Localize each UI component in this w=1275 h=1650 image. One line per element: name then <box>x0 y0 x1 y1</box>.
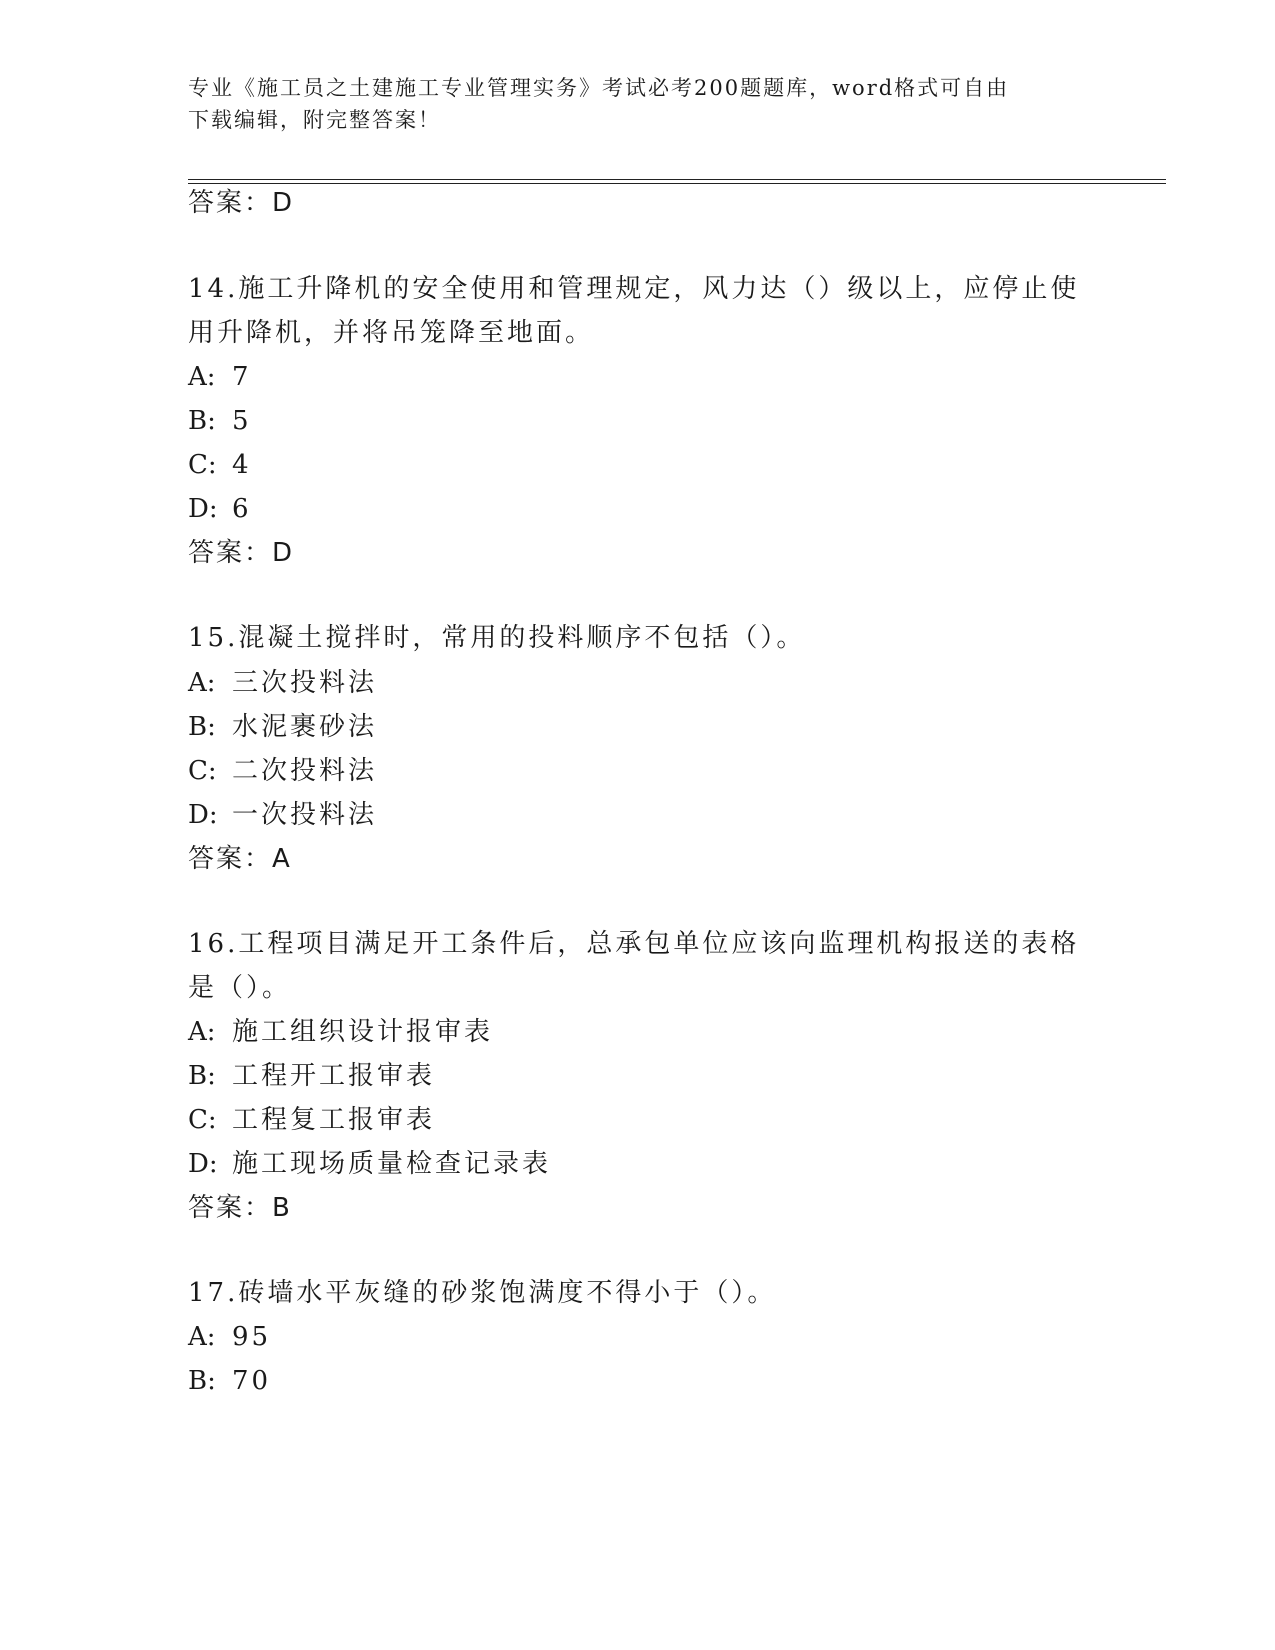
question-17-option-b <box>188 1364 271 1398</box>
option-text: 5 <box>232 406 252 436</box>
option-text: 工程开工报审表 <box>232 1061 436 1091</box>
question-16-answer: 答案：B <box>188 1193 292 1223</box>
header-divider-bottom <box>188 183 1166 184</box>
option-text: 7 <box>232 362 252 392</box>
question-16-stem-line-2: 是（）。 <box>188 973 292 1003</box>
option-letter: B: <box>188 406 216 436</box>
option-text: 施工现场质量检查记录表 <box>232 1149 552 1179</box>
option-letter: C: <box>188 450 217 480</box>
option-letter: A: <box>188 1017 216 1047</box>
option-letter: D: <box>188 800 218 830</box>
option-letter: D: <box>188 494 218 524</box>
question-15-option-c <box>188 754 377 788</box>
option-text: 工程复工报审表 <box>232 1105 436 1135</box>
option-letter: B: <box>188 1366 216 1396</box>
question-14-option-c <box>188 448 252 482</box>
option-letter: C: <box>188 1105 217 1135</box>
question-14-stem-line-2: 用升降机，并将吊笼降至地面。 <box>188 318 595 348</box>
question-16-option-b <box>188 1059 435 1093</box>
question-14-option-a <box>188 360 252 394</box>
option-letter: A: <box>188 668 216 698</box>
option-text: 施工组织设计报审表 <box>232 1017 494 1047</box>
question-14-option-b <box>188 404 252 438</box>
question-15-option-b <box>188 710 377 744</box>
option-text: 水泥裹砂法 <box>232 712 378 742</box>
question-14-option-d <box>188 492 252 526</box>
option-text: 70 <box>232 1366 272 1396</box>
option-text: 二次投料法 <box>232 756 378 786</box>
question-16-option-d <box>188 1147 551 1181</box>
question-14-answer: 答案：D <box>188 538 295 568</box>
option-letter: B: <box>188 712 216 742</box>
option-text: 95 <box>232 1322 272 1352</box>
option-letter: C: <box>188 756 217 786</box>
option-text: 三次投料法 <box>232 668 378 698</box>
header-divider-top <box>188 179 1166 180</box>
document-header <box>188 72 1088 136</box>
option-letter: B: <box>188 1061 216 1091</box>
option-letter: A: <box>188 1322 216 1352</box>
question-16-option-c <box>188 1103 435 1137</box>
option-text: 一次投料法 <box>232 800 378 830</box>
question-17-option-a <box>188 1320 271 1354</box>
option-letter: A: <box>188 362 216 392</box>
previous-answer: 答案：D <box>188 188 295 218</box>
option-letter: D: <box>188 1149 218 1179</box>
header-line-1: 专业《施工员之土建施工专业管理实务》考试必考200题题库，word格式可自由 <box>188 76 1010 100</box>
question-17-stem-line-1: 17.砖墙水平灰缝的砂浆饱满度不得小于（）。 <box>188 1278 777 1308</box>
header-line-2: 下载编辑，附完整答案！ <box>188 108 441 132</box>
question-15-answer: 答案：A <box>188 844 292 874</box>
option-text: 4 <box>232 450 252 480</box>
question-15-option-d <box>188 798 377 832</box>
question-16-stem-line-1: 16.工程项目满足开工条件后，总承包单位应该向监理机构报送的表格 <box>188 929 1080 959</box>
question-16-option-a <box>188 1015 493 1049</box>
option-text: 6 <box>232 494 252 524</box>
question-15-option-a <box>188 666 377 700</box>
question-14-stem-line-1: 14.施工升降机的安全使用和管理规定，风力达（）级以上，应停止使 <box>188 274 1080 304</box>
question-15-stem-line-1: 15.混凝土搅拌时，常用的投料顺序不包括（）。 <box>188 623 806 653</box>
